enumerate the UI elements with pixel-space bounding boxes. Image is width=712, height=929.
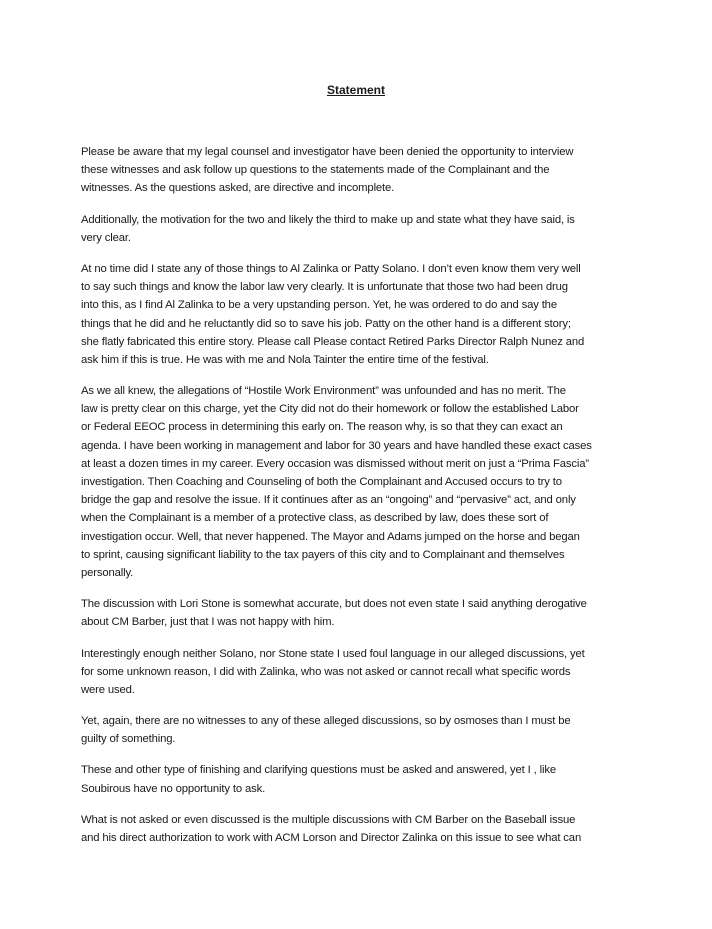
paragraph-motivation	[81, 211, 641, 247]
text-line: Yet, again, there are no witnesses to any of these alleged discussions, so by osmoses than I must be	[81, 715, 571, 728]
paragraph-baseball-issue	[81, 811, 641, 847]
text-line: Soubirous have no opportunity to ask.	[81, 782, 266, 795]
text-line: and his direct authorization to work with ACM Lorson and Director Zalinka on this issue to see what can	[81, 832, 582, 844]
text-line: at least a dozen times in my career. Every occasion was dismissed without merit on just a “Prima Fascia”	[81, 457, 590, 470]
text-line: when the Complainant is a member of a protective class, as described by law, does these sort of	[81, 512, 549, 525]
text-line: were used.	[81, 683, 135, 696]
text-line: As we all knew, the allegations of “Hostile Work Environment” was unfounded and has no merit. The	[81, 385, 566, 398]
text-line: to sprint, causing significant liability to the tax payers of this city and to Complainant and themselves	[81, 548, 565, 561]
paragraph-hostile-work-environment	[81, 382, 641, 582]
text-line: guilty of something.	[81, 733, 176, 746]
paragraph-legal-counsel	[81, 143, 641, 198]
document-title: Statement	[326, 83, 385, 97]
text-line: These and other type of finishing and clarifying questions must be asked and answered, yet I , like	[81, 764, 556, 777]
text-line: The discussion with Lori Stone is somewhat accurate, but does not even state I said anything derogative	[81, 598, 587, 611]
text-line: witnesses. As the questions asked, are directive and incomplete.	[81, 182, 395, 195]
text-line: investigation occur. Well, that never happened. The Mayor and Adams jumped on the horse and began	[81, 530, 580, 543]
text-line: about CM Barber, just that I was not happy with him.	[81, 616, 335, 629]
paragraph-no-time	[81, 260, 641, 369]
paragraph-no-witnesses	[81, 712, 641, 748]
paragraph-lori-stone	[81, 595, 641, 631]
text-line: to say such things and know the labor law very clearly. It is unfortunate that those two had been drug	[81, 281, 568, 294]
text-line: into this, as I find Al Zalinka to be a very upstanding person. Yet, he was ordered to do and say the	[81, 299, 557, 312]
text-line: for some unknown reason, I did with Zalinka, who was not asked or cannot recall what specific words	[81, 665, 571, 678]
text-line: these witnesses and ask follow up questions to the statements made of the Complainant and the	[81, 164, 550, 177]
text-line: personally.	[81, 566, 134, 579]
text-line: bridge the gap and resolve the issue. If it continues after as an “ongoing” and “pervasive” act, and only	[81, 494, 576, 507]
text-line: or Federal EEOC process in determining this early on. The reason why, is so that they can exact an	[81, 421, 563, 434]
paragraph-foul-language	[81, 645, 641, 700]
text-line: What is not asked or even discussed is the multiple discussions with CM Barber on the Baseball issue	[81, 813, 576, 826]
paragraph-clarifying-questions	[81, 761, 641, 797]
text-line: law is pretty clear on this charge, yet the City did not do their homework or follow the established Labor	[81, 403, 579, 416]
text-line: she flatly fabricated this entire story. Please call Please contact Retired Parks Director Ralph Nunez and	[81, 335, 585, 348]
text-line: agenda. I have been working in management and labor for 30 years and have handled these exact cases	[81, 439, 592, 452]
text-line: ask him if this is true. He was with me and Nola Tainter the entire time of the festival.	[81, 353, 489, 366]
text-line: Interestingly enough neither Solano, nor Stone state I used foul language in our alleged discussions, yet	[81, 647, 585, 660]
text-line: Please be aware that my legal counsel and investigator have been denied the opportunity to interview	[81, 146, 574, 158]
text-line: Additionally, the motivation for the two and likely the third to make up and state what they have said, is	[81, 213, 575, 226]
text-line: things that he did and he reluctantly did so to save his job. Patty on the other hand is a different story;	[81, 317, 571, 330]
document-body	[81, 143, 641, 860]
text-line: very clear.	[81, 231, 131, 244]
text-line: At no time did I state any of those things to Al Zalinka or Patty Solano. I don’t even know them very well	[81, 262, 581, 275]
text-line: investigation. Then Coaching and Counseling of both the Complainant and Accused occurs to try to	[81, 476, 562, 488]
